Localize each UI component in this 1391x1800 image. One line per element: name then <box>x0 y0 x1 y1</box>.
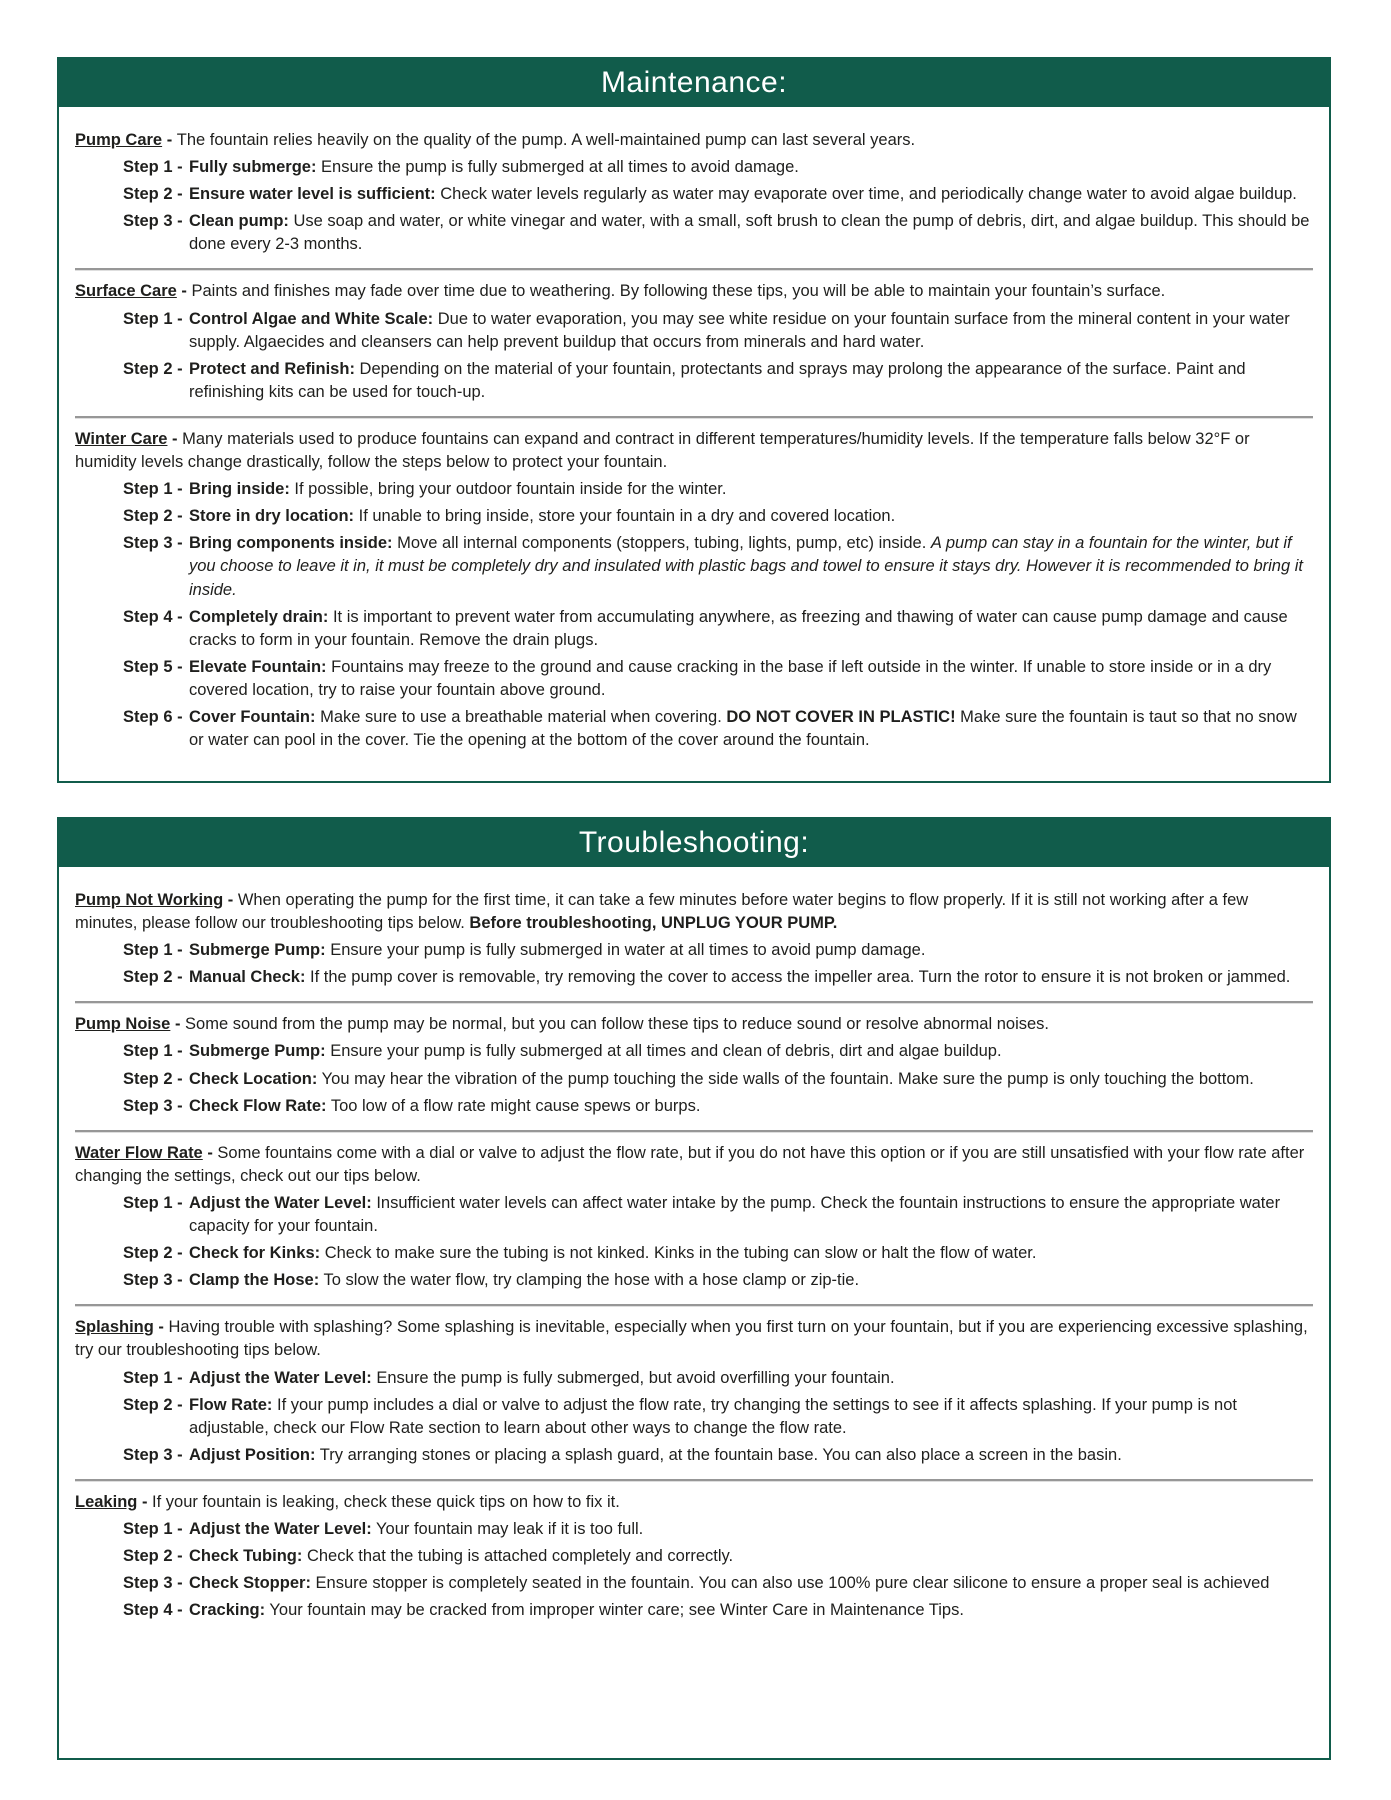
topic-pump-noise <box>75 1013 1313 1117</box>
text-segment: Your fountain may leak if it is too full. <box>371 1519 644 1538</box>
step-text <box>189 656 1313 702</box>
step-row <box>75 1068 1313 1091</box>
text-segment: Submerge Pump: <box>189 1042 326 1061</box>
step-row <box>75 1095 1313 1118</box>
maintenance-title: Maintenance: <box>600 66 788 99</box>
text-segment: Clean pump: <box>189 212 289 231</box>
topic-name: Pump Not Working <box>75 891 224 909</box>
text-segment: Bring components inside: <box>189 534 393 553</box>
topic-leaking <box>75 1491 1313 1622</box>
step-row <box>75 1394 1313 1440</box>
text-segment: Cracking: <box>189 1601 266 1620</box>
topic-surface-care <box>75 280 1313 403</box>
text-segment: You may hear the vibration of the pump touching the side walls of the fountain. Make sure the pump is only touching the bottom. <box>317 1069 1254 1088</box>
step-row <box>75 1545 1313 1568</box>
text-segment: Ensure your pump is fully submerged at all times and clean of debris, dirt and algae buildup. <box>325 1042 1002 1061</box>
text-segment: If unable to bring inside, store your fountain in a dry and covered location. <box>354 507 896 526</box>
text-segment: Adjust the Water Level: <box>189 1368 372 1387</box>
step-label: Step 3 - <box>123 1271 183 1290</box>
text-segment: Bring inside: <box>189 480 290 499</box>
topic-divider <box>75 1001 1313 1003</box>
step-text <box>189 183 1313 206</box>
topic-divider <box>75 416 1313 418</box>
step-text <box>189 1394 1313 1440</box>
text-segment: Make sure to use a breathable material when covering. <box>315 707 727 726</box>
topic-divider <box>75 1479 1313 1481</box>
topic-intro <box>75 1142 1313 1188</box>
step-row <box>75 1599 1313 1622</box>
step-label: Step 4 - <box>123 1601 183 1620</box>
topic-separator: - <box>223 891 238 909</box>
instruction-page <box>57 57 1331 1760</box>
topic-name: Water Flow Rate <box>75 1143 203 1162</box>
topic-name: Winter Care <box>75 429 168 448</box>
text-segment: Flow Rate: <box>189 1395 273 1414</box>
topic-intro <box>75 280 1313 303</box>
step-text <box>189 1518 1313 1541</box>
topic-intro-text <box>75 891 1248 932</box>
step-text <box>189 1192 1313 1238</box>
topic-pump-care <box>75 129 1313 256</box>
topic-intro-text <box>75 1144 1304 1185</box>
step-text <box>189 478 1313 501</box>
step-row <box>75 1242 1313 1265</box>
step-label: Step 6 - <box>123 707 183 726</box>
troubleshooting-header-bar <box>59 819 1329 867</box>
step-row <box>75 1572 1313 1595</box>
text-segment: Completely drain: <box>189 607 329 626</box>
topic-intro-text <box>185 1015 1049 1033</box>
step-row <box>75 706 1313 752</box>
step-row <box>75 1367 1313 1390</box>
topic-steps <box>75 1367 1313 1467</box>
topic-intro <box>75 129 1313 152</box>
topic-steps <box>75 156 1313 256</box>
topic-divider <box>75 268 1313 270</box>
topic-separator: - <box>162 131 177 149</box>
step-row <box>75 308 1313 354</box>
step-label: Step 5 - <box>123 657 183 676</box>
step-label: Step 3 - <box>123 1445 183 1464</box>
topic-name: Surface Care <box>75 282 177 301</box>
step-label: Step 2 - <box>123 507 183 526</box>
text-segment: Check Location: <box>189 1069 318 1088</box>
topic-name: Pump Care <box>75 131 163 149</box>
text-segment: Move all internal components (stoppers, tubing, lights, pump, etc) inside. <box>392 534 931 553</box>
text-segment: Ensure the pump is fully submerged at all times to avoid damage. <box>316 158 799 177</box>
step-text <box>189 1545 1313 1568</box>
step-text <box>189 505 1313 528</box>
maintenance-header-bar <box>59 59 1329 107</box>
text-segment: Ensure your pump is fully submerged in water at all times to avoid pump damage. <box>325 941 926 960</box>
step-text <box>189 1444 1313 1467</box>
text-segment: Submerge Pump: <box>189 941 326 960</box>
step-row <box>75 1518 1313 1541</box>
step-row <box>75 478 1313 501</box>
topic-steps <box>75 939 1313 989</box>
topic-separator: - <box>167 429 183 448</box>
text-segment: Due to water evaporation, you may see white residue on your fountain surface from the mineral content in your water supply. Algaecides and cleansers can help prevent buildup that occurs from minerals and hard water. <box>189 309 1290 351</box>
step-text <box>189 1242 1313 1265</box>
text-segment: Use soap and water, or white vinegar and water, with a small, soft brush to clean the pump of debris, dirt, and algae buildup. This should be done every 2-3 months. <box>189 212 1310 254</box>
text-segment: A pump can stay in a fountain for the winter, but if you choose to leave it in, it must be completely dry and insulated with plastic bags and towel to ensure it stays dry. However it is recommended to bring it inside. <box>189 534 1303 599</box>
text-segment: Check for Kinks: <box>189 1244 321 1263</box>
troubleshooting-panel <box>57 817 1331 1760</box>
step-text <box>189 606 1313 652</box>
step-row <box>75 210 1313 256</box>
text-segment: Many materials used to produce fountains can expand and contract in different temperatures/humidity levels. If the temperature falls below 32°F or humidity levels change drastically, follow the steps below to protect your fountain. <box>75 429 1250 472</box>
maintenance-panel <box>57 57 1331 783</box>
text-segment: Fully submerge: <box>189 158 317 177</box>
text-segment: Having trouble with splashing? Some splashing is inevitable, especially when you first turn on your fountain, but if you are experiencing excessive splashing, try our troubleshooting tips below. <box>75 1318 1308 1360</box>
topic-divider <box>75 1304 1313 1306</box>
step-label: Step 2 - <box>123 1547 183 1566</box>
step-row <box>75 1192 1313 1238</box>
topic-steps <box>75 308 1313 404</box>
step-label: Step 1 - <box>123 1193 183 1212</box>
text-segment: Too low of a flow rate might cause spews or burps. <box>326 1096 701 1115</box>
topic-intro-text <box>191 282 1165 300</box>
text-segment: Before troubleshooting, UNPLUG YOUR PUMP. <box>469 914 838 933</box>
topic-intro-text <box>75 1318 1308 1359</box>
topic-water-flow-rate <box>75 1142 1313 1293</box>
step-label: Step 1 - <box>123 309 183 328</box>
topic-separator: - <box>137 1492 153 1511</box>
text-segment: Protect and Refinish: <box>189 359 355 378</box>
step-text <box>189 1599 1313 1622</box>
step-label: Step 2 - <box>123 968 183 987</box>
step-text <box>189 966 1313 989</box>
step-row <box>75 606 1313 652</box>
text-segment: If your fountain is leaking, check these quick tips on how to fix it. <box>152 1492 620 1511</box>
text-segment: Some sound from the pump may be normal, but you can follow these tips to reduce sound or resolve abnormal noises. <box>185 1015 1049 1034</box>
step-text <box>189 1095 1313 1118</box>
step-row <box>75 358 1313 404</box>
text-segment: Clamp the Hose: <box>189 1271 320 1290</box>
text-segment: The fountain relies heavily on the quality of the pump. A well-maintained pump can last several years. <box>176 131 916 149</box>
step-text <box>189 939 1313 962</box>
step-label: Step 3 - <box>123 534 183 553</box>
step-row <box>75 505 1313 528</box>
topic-intro <box>75 428 1313 474</box>
text-segment: Cover Fountain: <box>189 707 316 726</box>
step-row <box>75 966 1313 989</box>
text-segment: Paints and finishes may fade over time due to weathering. By following these tips, you will be able to maintain your fountain’s surface. <box>191 282 1166 301</box>
topic-steps <box>75 1518 1313 1622</box>
text-segment: Control Algae and White Scale: <box>189 309 434 328</box>
step-label: Step 2 - <box>123 185 183 204</box>
text-segment: Check Tubing: <box>189 1547 303 1566</box>
topic-intro <box>75 1013 1313 1036</box>
topic-pump-not-working <box>75 889 1313 989</box>
step-row <box>75 183 1313 206</box>
text-segment: Check to make sure the tubing is not kinked. Kinks in the tubing can slow or halt the flow of water. <box>320 1244 1037 1263</box>
text-segment: Some fountains come with a dial or valve to adjust the flow rate, but if you do not have this option or if you are still unsatisfied with your flow rate after changing the settings, check out our tips below. <box>75 1143 1305 1185</box>
text-segment: Adjust the Water Level: <box>189 1193 372 1212</box>
step-text <box>189 1269 1313 1292</box>
topic-splashing <box>75 1316 1313 1467</box>
text-segment: Check Stopper: <box>189 1574 311 1593</box>
step-row <box>75 656 1313 702</box>
step-label: Step 1 - <box>123 1368 183 1387</box>
text-segment: Fountains may freeze to the ground and cause cracking in the base if left outside in the winter. If unable to store inside or in a dry covered location, try to raise your fountain above ground. <box>189 657 1272 699</box>
text-segment: Manual Check: <box>189 968 306 987</box>
step-text <box>189 706 1313 752</box>
step-label: Step 1 - <box>123 1042 183 1061</box>
topic-divider <box>75 1130 1313 1132</box>
topic-separator: - <box>202 1143 218 1162</box>
topic-steps <box>75 478 1313 752</box>
topic-name: Splashing <box>75 1318 154 1337</box>
step-label: Step 4 - <box>123 607 183 626</box>
text-segment: Insufficient water levels can affect water intake by the pump. Check the fountain instructions to ensure the appropriate water capacity for your fountain. <box>189 1193 1281 1236</box>
step-label: Step 2 - <box>123 359 183 378</box>
step-label: Step 1 - <box>123 1519 183 1538</box>
text-segment: Ensure water level is sufficient: <box>189 185 436 204</box>
step-text <box>189 1367 1313 1390</box>
step-row <box>75 532 1313 601</box>
step-text <box>189 1040 1313 1063</box>
text-segment: Your fountain may be cracked from improper winter care; see Winter Care in Maintenance Tips. <box>265 1601 964 1620</box>
topic-intro <box>75 889 1313 935</box>
step-text <box>189 308 1313 354</box>
topic-separator: - <box>176 282 192 301</box>
topic-separator: - <box>170 1015 186 1034</box>
step-label: Step 3 - <box>123 1574 183 1593</box>
topic-steps <box>75 1192 1313 1292</box>
text-segment: Make sure the fountain is taut so that no snow or water can pool in the cover. Tie the opening at the bottom of the cover around the fountain. <box>189 707 1297 750</box>
step-label: Step 1 - <box>123 480 183 499</box>
text-segment: If the pump cover is removable, try removing the cover to access the impeller area. Turn the rotor to ensure it is not broken or jammed. <box>305 968 1291 987</box>
topic-intro <box>75 1491 1313 1514</box>
section-body <box>59 107 1329 762</box>
text-segment: If possible, bring your outdoor fountain inside for the winter. <box>289 480 727 499</box>
topic-winter-care <box>75 428 1313 752</box>
step-text <box>189 156 1313 179</box>
step-text <box>189 1068 1313 1091</box>
topic-steps <box>75 1040 1313 1117</box>
topic-intro-text <box>177 131 915 149</box>
text-segment: Ensure the pump is fully submerged, but avoid overfilling your fountain. <box>371 1368 895 1387</box>
topic-name: Leaking <box>75 1492 138 1511</box>
step-label: Step 1 - <box>123 158 183 177</box>
text-segment: DO NOT COVER IN PLASTIC! <box>726 707 956 726</box>
topic-intro-text <box>152 1493 620 1511</box>
step-label: Step 2 - <box>123 1395 183 1414</box>
step-text <box>189 210 1313 256</box>
troubleshooting-title: Troubleshooting: <box>578 826 810 859</box>
topic-intro <box>75 1316 1313 1362</box>
text-segment: To slow the water flow, try clamping the hose with a hose clamp or zip-tie. <box>319 1271 860 1290</box>
text-segment: Depending on the material of your fountain, protectants and sprays may prolong the appearance of the surface. Paint and refinishing kits can be used for touch-up. <box>189 359 1246 401</box>
text-segment: Check water levels regularly as water may evaporate over time, and periodically change water to avoid algae buildup. <box>435 185 1297 204</box>
step-label: Step 1 - <box>123 941 183 960</box>
text-segment: Elevate Fountain: <box>189 657 327 676</box>
section-body <box>59 867 1329 1632</box>
text-segment: Adjust the Water Level: <box>189 1519 372 1538</box>
topic-separator: - <box>153 1318 169 1337</box>
step-text <box>189 358 1313 404</box>
text-segment: Check Flow Rate: <box>189 1096 327 1115</box>
step-label: Step 3 - <box>123 1096 183 1115</box>
step-row <box>75 1269 1313 1292</box>
step-text <box>189 1572 1313 1595</box>
text-segment: It is important to prevent water from accumulating anywhere, as freezing and thawing of water can cause pump damage and cause cracks to form in your fountain. Remove the drain plugs. <box>189 607 1288 649</box>
topic-intro-text <box>75 430 1250 471</box>
step-row <box>75 156 1313 179</box>
step-row <box>75 1444 1313 1467</box>
text-segment: If your pump includes a dial or valve to adjust the flow rate, try changing the settings to see if it affects splashing. If your pump is not adjustable, check our Flow Rate section to learn about other ways to change the flow rate. <box>189 1395 1237 1437</box>
step-row <box>75 939 1313 962</box>
text-segment: Adjust Position: <box>189 1445 316 1464</box>
text-segment: Try arranging stones or placing a splash guard, at the fountain base. You can also place a screen in the basin. <box>315 1445 1122 1464</box>
step-label: Step 2 - <box>123 1244 183 1263</box>
step-label: Step 3 - <box>123 212 183 231</box>
text-segment: When operating the pump for the first time, it can take a few minutes before water begins to flow properly. If it is still not working after a few minutes, please follow our troubleshooting tips below. <box>75 891 1249 933</box>
step-row <box>75 1040 1313 1063</box>
step-label: Step 2 - <box>123 1069 183 1088</box>
topic-name: Pump Noise <box>75 1015 171 1034</box>
text-segment: Ensure stopper is completely seated in the fountain. You can also use 100% pure clear silicone to ensure a proper seal is achieved <box>310 1574 1270 1593</box>
step-text <box>189 532 1313 601</box>
text-segment: Store in dry location: <box>189 507 355 526</box>
text-segment: Check that the tubing is attached completely and correctly. <box>302 1547 734 1566</box>
